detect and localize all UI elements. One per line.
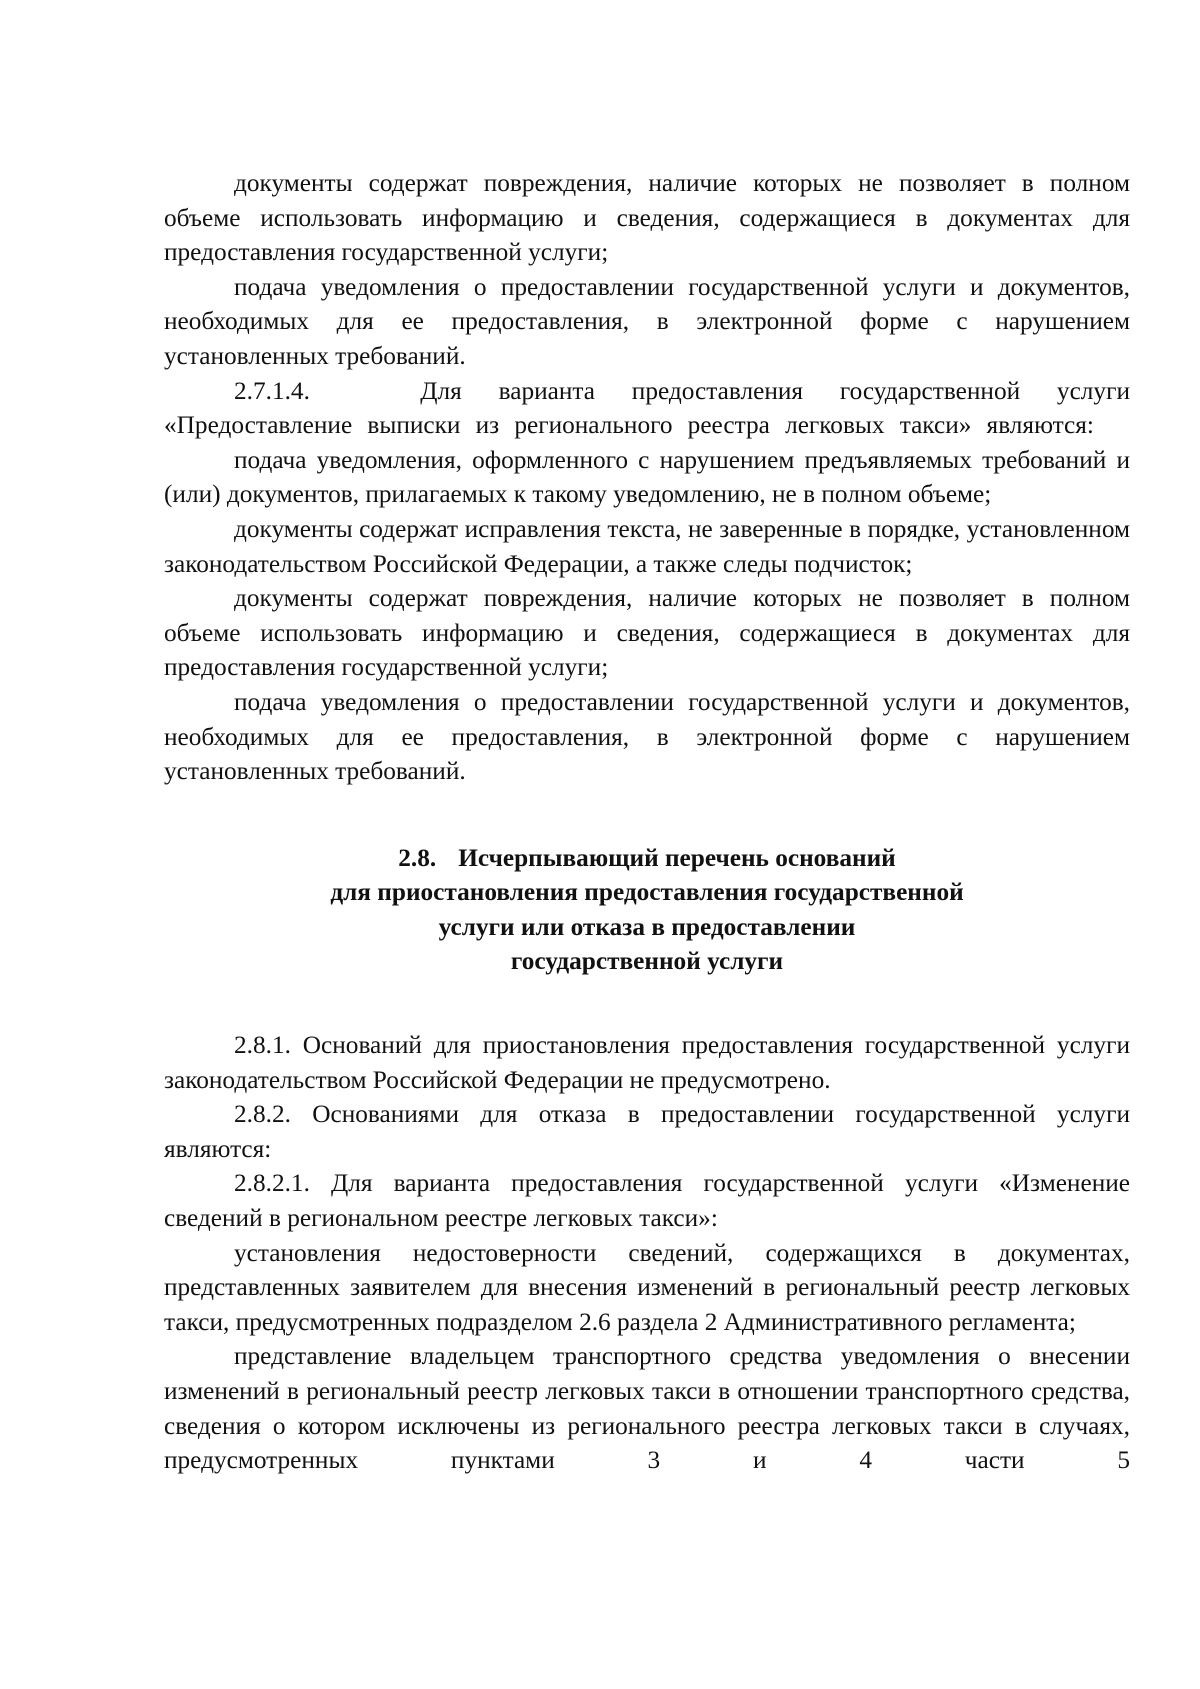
heading-line-1-text: Исчерпывающий перечень оснований [458,843,896,872]
heading-line-4: государственной услуги [510,947,784,976]
paragraph-2-7-1-4: 2.7.1.4. Для варианта предоставления государственной услуги «Предоставление выписки из регионального реестра легковых такси» являются: [164,376,1146,440]
paragraph-2-8-2-1: 2.8.2.1. Для варианта предоставления государственной услуги «Изменение сведений в региональном реестре легковых такси»: [164,1169,1130,1233]
paragraph-damaged-documents-2: документы содержат повреждения, наличие которых не позволяет в полном объеме использовать информацию и сведения, содержащиеся в документах для предоставления государственной услуги; [164,584,1130,682]
paragraph-electronic-submission-2: подача уведомления о предоставлении государственной услуги и документов, необходимых для ее предоставления, в электронной форме с нарушением установленных требований. [164,687,1130,786]
paragraph-inaccurate-information: установления недостоверности сведений, содержащихся в документах, представленных заявителем для внесения изменений в региональный реестр легковых такси, предусмотренных подразделом 2.6 раздела 2 Административного регламента; [164,1238,1130,1336]
paragraph-notification-violation: подача уведомления, оформленного с нарушением предъявляемых требований и (или) документов, прилагаемых к такому уведомлению, не в полном объеме; [164,445,1130,509]
section-heading-2-8 [164,841,1130,979]
heading-line-3: услуги или отказа в предоставлении [438,912,856,941]
paragraph-2-8-2: 2.8.2. Основаниями для отказа в предоставлении государственной услуги являются: [164,1100,1130,1163]
paragraph-vehicle-owner-notification: представление владельцем транспортного средства уведомления о внесении изменений в региональный реестр легковых такси в отношении транспортного средства, сведения о котором исключены из регионального реестра легковых такси в случаях, предусмотренных пунктами 3 и 4 части 5 [164,1342,1130,1475]
paragraph-2-8-1: 2.8.1. Оснований для приостановления предоставления государственной услуги законодательством Российской Федерации не предусмотрено. [164,1031,1130,1094]
heading-line-1 [164,841,1130,876]
paragraph-electronic-submission-1: подача уведомления о предоставлении государственной услуги и документов, необходимых для ее предоставления, в электронной форме с нарушением установленных требований. [164,272,1130,370]
paragraph-text-corrections: документы содержат исправления текста, не заверенные в порядке, установленном законодательством Российской Федерации, а также следы подчисток; [164,514,1130,578]
heading-number: 2.8. [398,843,437,872]
heading-line-2: для приостановления предоставления государственной [330,878,964,907]
paragraph-damaged-documents-1: документы содержат повреждения, наличие которых не позволяет в полном объеме использовать информацию и сведения, содержащиеся в документах для предоставления государственной услуги; [164,169,1130,267]
document-page [164,166,1146,1478]
